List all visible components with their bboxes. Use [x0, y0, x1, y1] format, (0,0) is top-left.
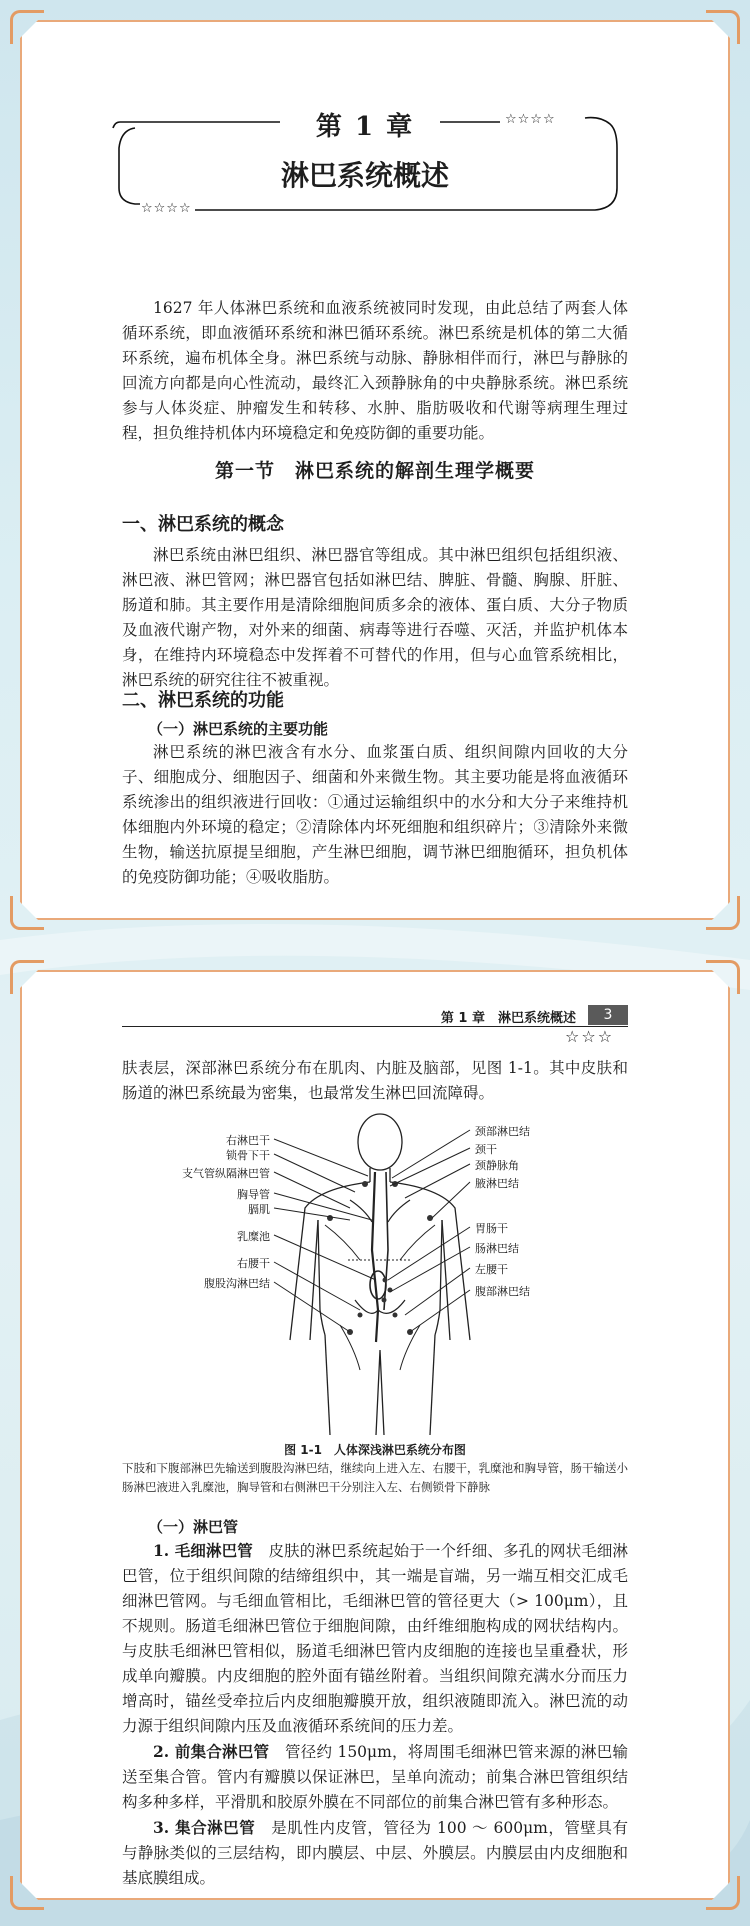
concept-paragraph — [122, 543, 628, 693]
figure-label: 胸导管 — [237, 1188, 270, 1201]
star-ornament-icon: ☆☆☆☆ — [505, 112, 556, 127]
figure-label: 颈静脉角 — [475, 1159, 519, 1172]
figure-label: 腹股沟淋巴结 — [204, 1277, 270, 1290]
figure-label: 颈干 — [475, 1143, 497, 1156]
subheading-main-function: （一）淋巴系统的主要功能 — [148, 720, 329, 738]
figure-note: 下肢和下腹部淋巴先输送到腹股沟淋巴结，继续向上进入左、右腰干，乳糜池和胸导管，肠干输送小肠淋巴液进入乳糜池，胸导管和右侧淋巴干分别注入左、右侧锁骨下静脉 — [122, 1461, 628, 1494]
term-label: 3. 集合淋巴管 — [153, 1818, 256, 1837]
vessels-paragraphs — [122, 1538, 628, 1891]
precollector-paragraph — [122, 1739, 628, 1815]
figure-label: 左腰干 — [475, 1263, 508, 1276]
heading-concept: 一、淋巴系统的概念 — [122, 514, 284, 535]
concept-text: 淋巴系统由淋巴组织、淋巴器官等组成。其中淋巴组织包括组织液、淋巴液、淋巴管网；淋巴器官包括如淋巴结、脾脏、骨髓、胸腺、肝脏、肠道和肺。其主要作用是清除细胞间质多余的液体、蛋白质、大分子物质及血液代谢产物，对外来的细菌、病毒等进行吞噬、灭活，并监护机体本身，在维持内环境稳态中发挥着不可替代的作用，但与心血管系统相比，淋巴系统的研究往往不被重视。 — [122, 546, 628, 689]
paragraph-text: 管径约 150μm，将周围毛细淋巴管来源的淋巴输送至集合管。管内有瓣膜以保证淋巴，呈单向流动；前集合淋巴管组织结构多种多样，平滑肌和胶原外膜在不同部位的前集合淋巴管有多种形态。 — [122, 1743, 628, 1811]
intro-text: 1627 年人体淋巴系统和血液系统被同时发现，由此总结了两套人体循环系统，即血液循环系统和淋巴循环系统。淋巴系统是机体的第二大循环系统，遍布机体全身。淋巴系统与动脉、静脉相伴而行，淋巴与静脉的回流方向都是向心性流动，最终汇入颈静脉角的中央静脉系统。淋巴系统参与人体炎症、肿瘤发生和转移、水肿、脂肪吸收和代谢等病理生理过程，担负维持机体内环境稳定和免疫防御的重要功能。 — [122, 299, 628, 442]
paragraph-text: 是肌性内皮管，管径为 100 ～ 600μm，管壁具有与静脉类似的三层结构，即内膜层、中层、外膜层。内膜层由内皮细胞和基底膜组成。 — [122, 1819, 628, 1887]
lymphatic-system-figure — [182, 1110, 560, 1435]
chapter-number: 第 1 章 — [315, 112, 415, 142]
term-label: 1. 毛细淋巴管 — [153, 1541, 253, 1560]
function-text: 淋巴系统的淋巴液含有水分、血浆蛋白质、组织间隙内回收的大分子、细胞成分、细胞因子、细菌和外来微生物。其主要功能是将血液循环系统渗出的组织液进行回收：①通过运输组织中的水分和大分子来维持机体细胞内外环境的稳定；②清除体内坏死细胞和组织碎片；③清除外来微生物，输送抗原提呈细胞，产生淋巴细胞，调节淋巴细胞循环，担负机体的免疫防御功能；④吸收脂肪。 — [122, 743, 628, 886]
figure-label: 肠淋巴结 — [475, 1242, 519, 1255]
chapter-title: 淋巴系统概述 — [280, 159, 449, 192]
figure-label: 右淋巴干 — [226, 1134, 270, 1147]
heading-function: 二、淋巴系统的功能 — [122, 690, 284, 711]
figure-label: 乳糜池 — [237, 1230, 270, 1243]
figure-label: 支气管纵隔淋巴管 — [182, 1167, 270, 1180]
star-ornament-icon: ☆☆☆ — [565, 1027, 615, 1046]
lead-text: 肤表层，深部淋巴系统分布在肌肉、内脏及脑部，见图 1-1。其中皮肤和肠道的淋巴系统最为密集，也最常发生淋巴回流障碍。 — [122, 1059, 628, 1102]
running-header — [122, 1005, 628, 1027]
figure-label: 腋淋巴结 — [475, 1177, 519, 1190]
figure-label: 锁骨下干 — [226, 1149, 270, 1162]
star-ornament-icon: ☆☆☆☆ — [141, 201, 192, 216]
term-label: 2. 前集合淋巴管 — [153, 1742, 270, 1761]
figure-caption: 图 1-1 人体深浅淋巴系统分布图 — [284, 1443, 466, 1457]
figure-label: 腹部淋巴结 — [475, 1285, 530, 1298]
subheading-lymph-vessels: （一）淋巴管 — [148, 1518, 239, 1536]
figure-label: 膈肌 — [248, 1203, 270, 1216]
page-number: 3 — [588, 1005, 628, 1025]
chapter-heading — [105, 88, 625, 218]
capillary-paragraph — [122, 1538, 628, 1739]
lead-paragraph — [122, 1056, 628, 1106]
running-head-title: 第 1 章 淋巴系统概述 — [440, 1011, 576, 1026]
collector-paragraph — [122, 1815, 628, 1891]
paragraph-text: 皮肤的淋巴系统起始于一个纤细、多孔的网状毛细淋巴管，位于组织间隙的结缔组织中，其一端是盲端，另一端互相交汇成毛细淋巴管网。与毛细血管相比，毛细淋巴管的管径更大（> 100μm），且不规则。肠道毛细淋巴管位于细胞间隙，由纤维细胞构成的网状结构内。与皮肤毛细淋巴管相似，肠道毛细淋巴管内皮细胞的连接也呈重叠状，形成单向瓣膜。内皮细胞的腔外面有锚丝附着。当组织间隙充满水分而压力增高时，锚丝受牵拉后内皮细胞瓣膜开放，组织液随即流入。淋巴流的动力源于组织间隙内压及血液循环系统间的压力差。 — [122, 1542, 628, 1735]
function-paragraph — [122, 740, 628, 890]
figure-label: 胃肠干 — [475, 1222, 508, 1235]
figure-label: 颈部淋巴结 — [475, 1125, 530, 1138]
section-title: 第一节 淋巴系统的解剖生理学概要 — [214, 460, 535, 482]
intro-paragraph — [122, 296, 628, 446]
figure-label: 右腰干 — [237, 1257, 270, 1270]
